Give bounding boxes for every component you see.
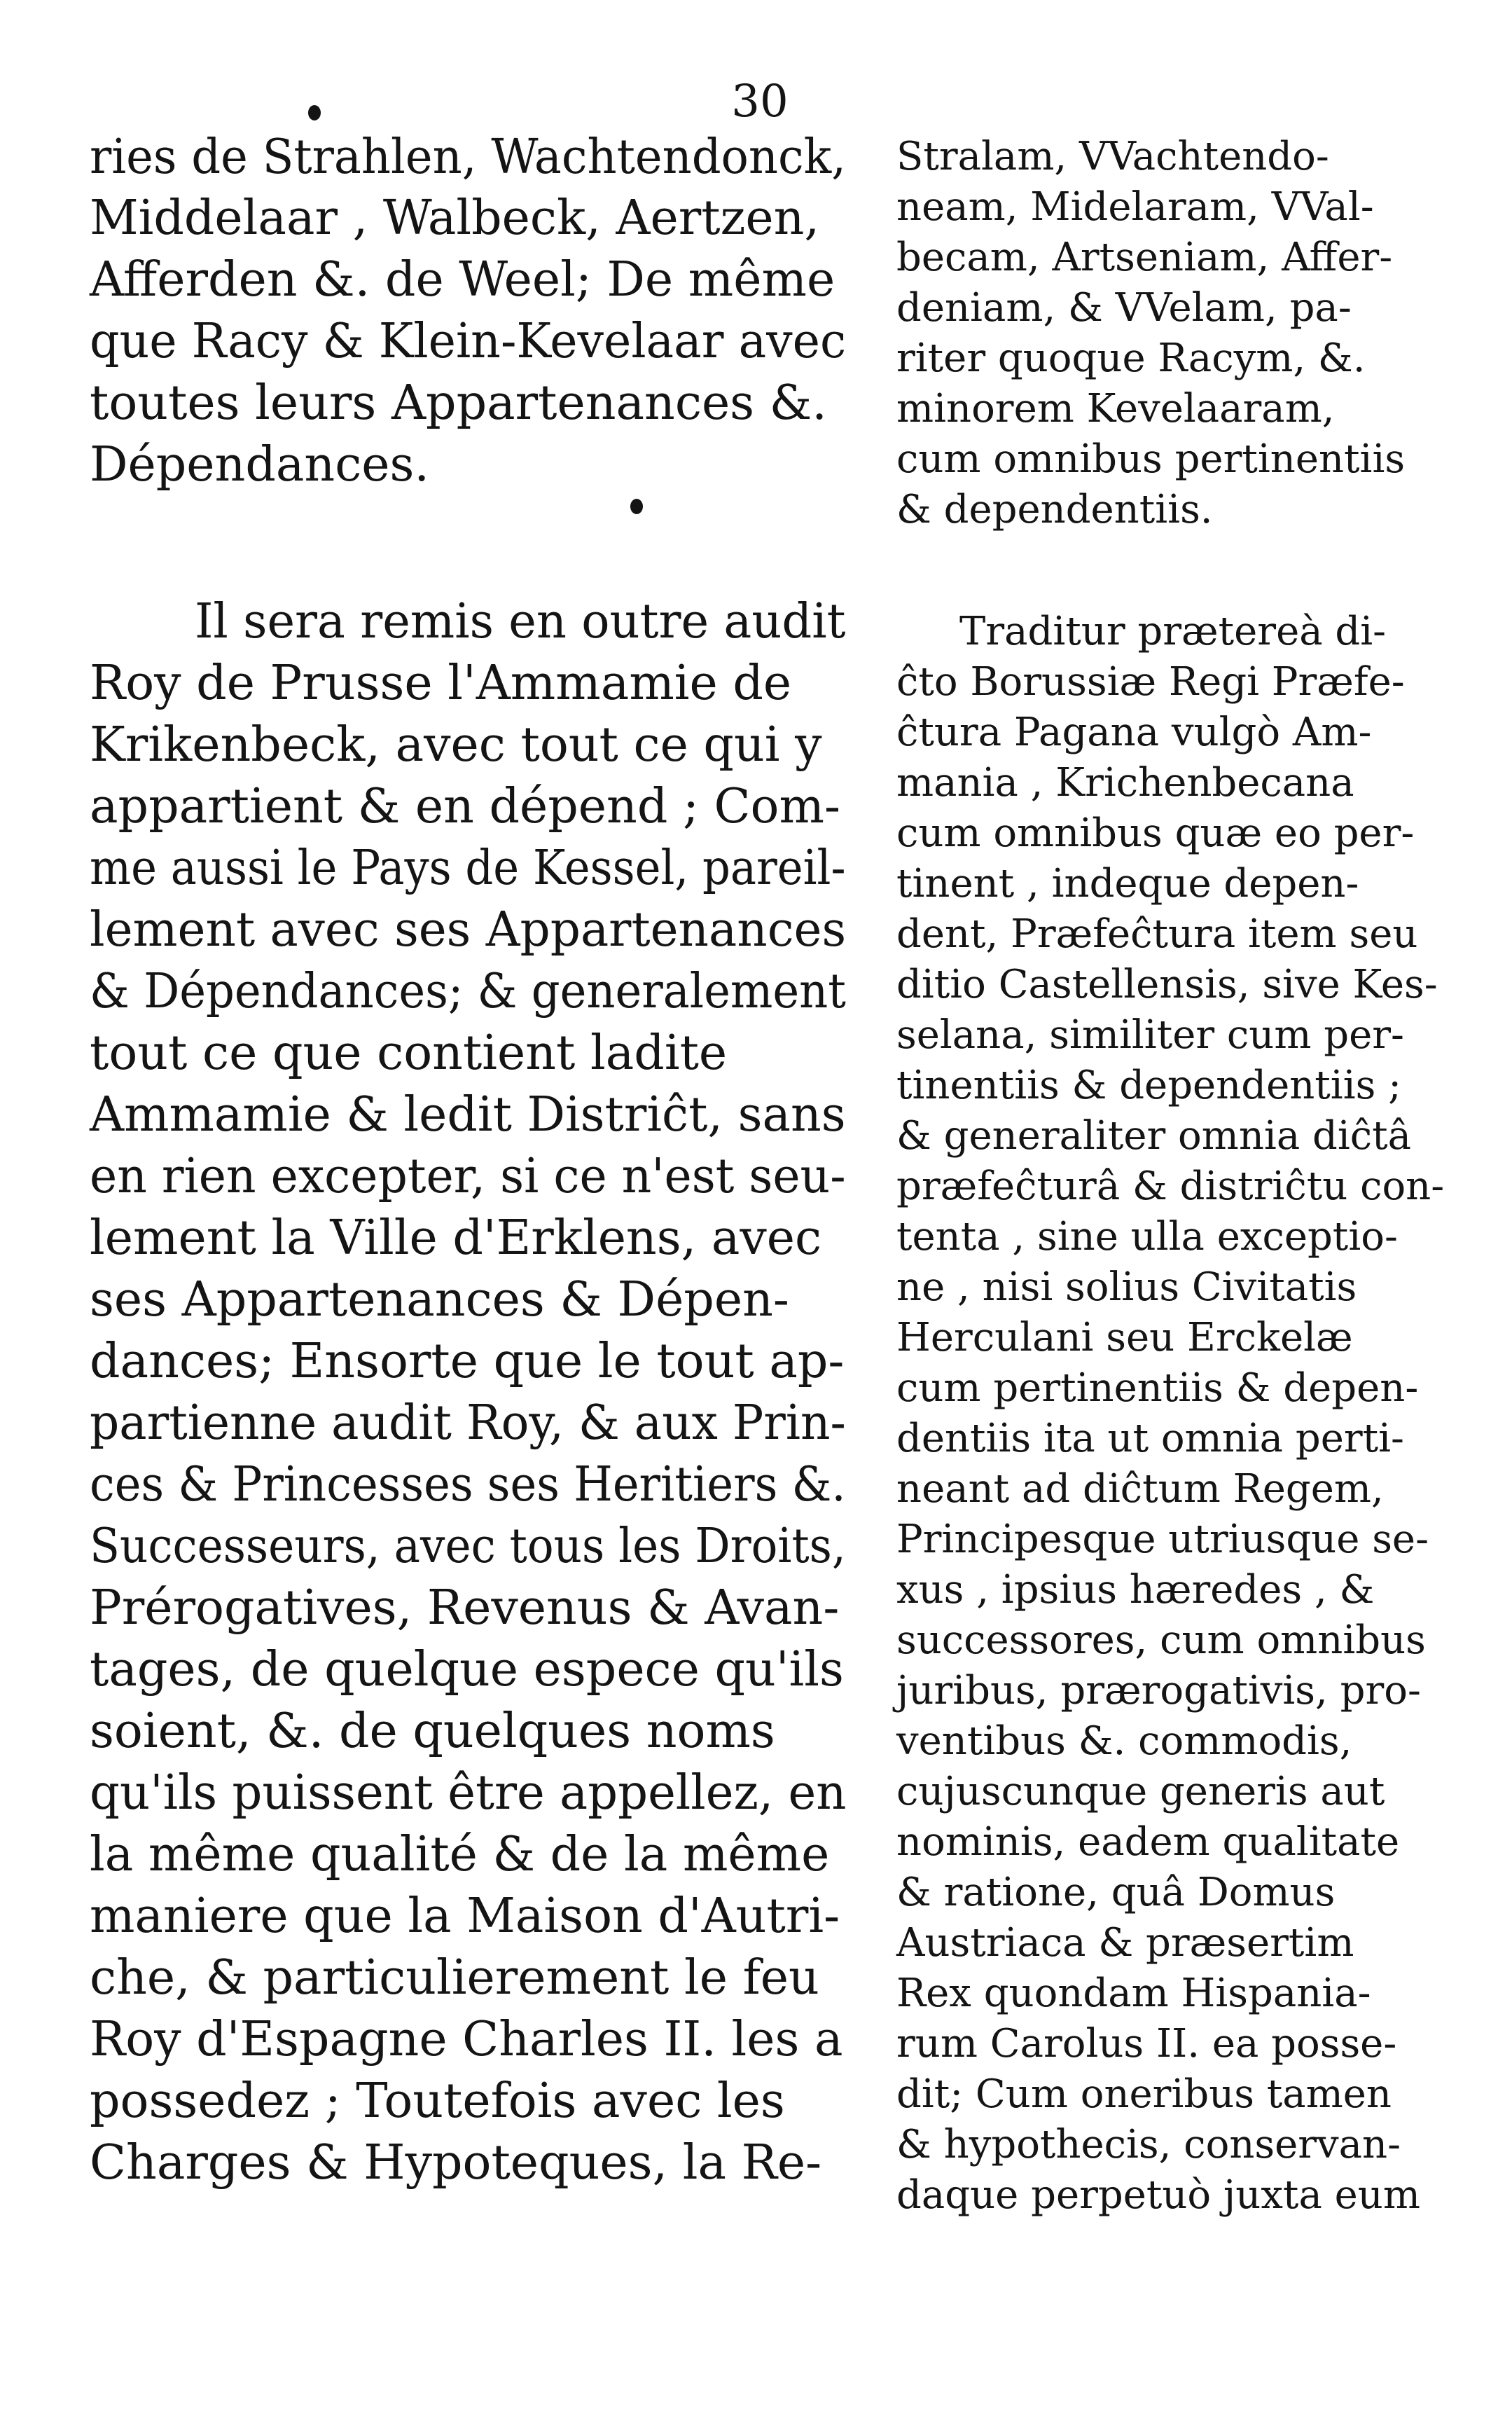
text-line: cum omnibus quæ eo per-: [896, 811, 1415, 856]
text-line: ries de Strahlen, Wachtendonck,: [90, 130, 847, 185]
text-line: & ratione, quâ Domus: [896, 1870, 1336, 1915]
text-line: ne , nisi solius Civitatis: [896, 1264, 1357, 1310]
text-line: qu'ils puissent être appellez, en: [90, 1765, 847, 1821]
text-line: neant ad diĉtum Regem,: [896, 1466, 1384, 1512]
text-line: Successeurs, avec tous les Droits,: [90, 1519, 846, 1574]
page-number: 30: [731, 76, 789, 127]
text-line: rum Carolus II. ea posse-: [896, 2021, 1397, 2067]
text-line: lement la Ville d'Erklens, avec: [90, 1210, 822, 1266]
text-line: nominis, eadem qualitate: [896, 1819, 1400, 1865]
text-line: Middelaar , Walbeck, Aertzen,: [90, 191, 820, 246]
text-line: maniere que la Maison d'Autri-: [90, 1889, 840, 1944]
text-line: la même qualité & de la même: [90, 1827, 830, 1882]
text-line: tout ce que contient ladite: [90, 1026, 728, 1081]
text-line: ventibus &. commodis,: [896, 1718, 1352, 1764]
text-line: Principesque utriusque se-: [896, 1517, 1429, 1562]
text-line: successores, cum omnibus: [896, 1617, 1426, 1663]
printer-mark-dot: [308, 105, 321, 120]
text-line: che, & particulierement le feu: [90, 1950, 819, 2006]
printer-mark-dot: [630, 499, 643, 514]
text-line: dit; Cum oneribus tamen: [896, 2071, 1392, 2117]
text-line: ĉtura Pagana vulgò Am-: [896, 710, 1372, 755]
text-line: soient, &. de quelques noms: [90, 1704, 775, 1759]
text-line: præfeĉturâ & distriĉtu con-: [896, 1164, 1445, 1209]
text-line: cum pertinentiis & depen-: [896, 1365, 1419, 1411]
text-line: & generaliter omnia diĉtâ: [896, 1113, 1412, 1159]
text-line: & Dépendances; & generalement: [90, 964, 846, 1019]
text-line: Prérogatives, Revenus & Avan-: [90, 1580, 840, 1636]
text-line: deniam, & VVelam, pa-: [896, 285, 1352, 331]
text-line: & dependentiis.: [896, 487, 1213, 532]
text-line: Krikenbeck, avec tout ce qui y: [90, 717, 822, 773]
text-line: riter quoque Racym, &.: [896, 336, 1366, 381]
text-line: daque perpetuò juxta eum: [896, 2172, 1420, 2218]
text-line: tages, de quelque espece qu'ils: [90, 1642, 844, 1697]
text-line: dances; Ensorte que le tout ap-: [90, 1334, 845, 1389]
text-line: & hypothecis, conservan-: [896, 2122, 1401, 2167]
text-line: mania , Krichenbecana: [896, 760, 1354, 806]
text-line: Herculani seu Erckelæ: [896, 1315, 1353, 1360]
text-line: Roy de Prusse l'Ammamie de: [90, 656, 792, 711]
text-line: tinent , indeque depen-: [896, 861, 1359, 906]
text-line: possedez ; Toutefois avec les: [90, 2074, 785, 2129]
text-line: en rien excepter, si ce n'est seu-: [90, 1149, 846, 1204]
text-line: que Racy & Klein-Kevelaar avec: [90, 314, 847, 369]
text-line: lement avec ses Appartenances: [90, 902, 847, 958]
text-line: ces & Princesses ses Heritiers &.: [90, 1457, 846, 1512]
text-line: ditio Castellensis, sive Kes-: [896, 962, 1438, 1007]
text-line: ses Appartenances & Dépen-: [90, 1272, 789, 1327]
text-line: partienne audit Roy, & aux Prin-: [90, 1395, 846, 1451]
text-line: Roy d'Espagne Charles II. les a: [90, 2012, 843, 2067]
text-line: Traditur prætereà di-: [959, 609, 1387, 654]
text-line: dent, Præfeĉtura item seu: [896, 911, 1418, 957]
text-line: Rex quondam Hispania-: [896, 1971, 1371, 2016]
text-line: selana, similiter cum per-: [896, 1012, 1404, 1058]
text-line: becam, Artseniam, Affer-: [896, 235, 1393, 280]
text-line: xus , ipsius hæredes , &: [896, 1567, 1375, 1613]
text-line: neam, Midelaram, VVal-: [896, 184, 1374, 230]
text-line: juribus, prærogativis, pro-: [896, 1668, 1421, 1713]
text-line: Austriaca & præsertim: [896, 1920, 1354, 1966]
text-line: me aussi le Pays de Kessel, pareil-: [90, 841, 846, 896]
text-line: tinentiis & dependentiis ;: [896, 1063, 1402, 1108]
text-line: Charges & Hypoteques, la Re-: [90, 2135, 822, 2191]
text-line: toutes leurs Appartenances &.: [90, 375, 827, 431]
text-line: Il sera remis en outre audit: [195, 594, 846, 649]
text-line: minorem Kevelaaram,: [896, 386, 1335, 432]
text-line: cujuscunque generis aut: [896, 1769, 1385, 1814]
text-line: appartient & en dépend ; Com-: [90, 779, 840, 834]
text-line: Afferden &. de Weel; De même: [90, 252, 835, 308]
text-line: tenta , sine ulla exceptio-: [896, 1214, 1398, 1260]
text-line: Ammamie & ledit Distriĉt, sans: [90, 1087, 846, 1143]
text-line: ĉto Borussiæ Regi Præfe-: [896, 659, 1405, 705]
text-line: dentiis ita ut omnia perti-: [896, 1416, 1404, 1461]
text-line: Stralam, VVachtendo-: [896, 134, 1329, 179]
text-line: Dépendances.: [90, 437, 430, 492]
text-line: cum omnibus pertinentiis: [896, 436, 1406, 482]
